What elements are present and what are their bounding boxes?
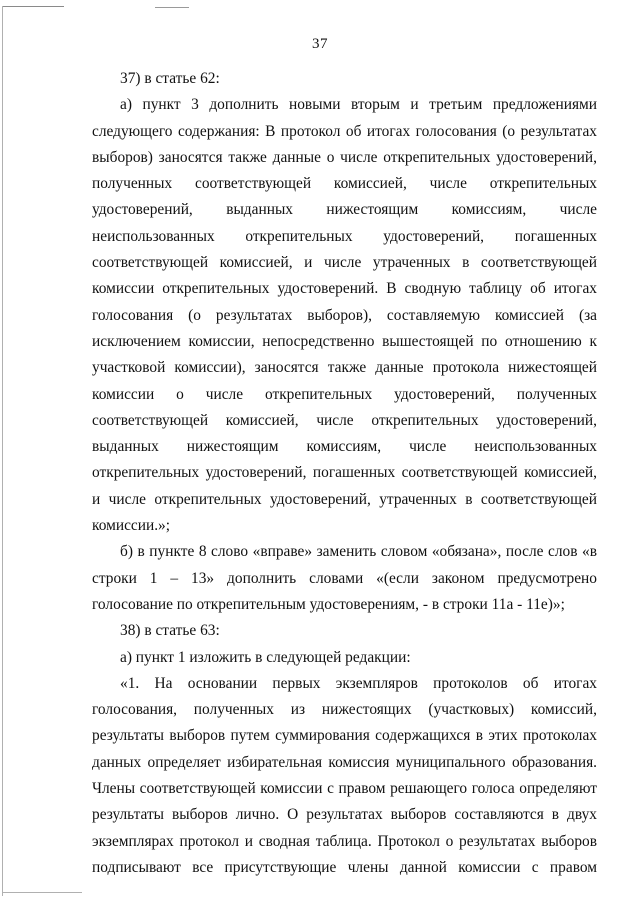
page-number: 37 [312,36,328,52]
paragraph-article-63-item-a: а) пункт 1 изложить в следующей редакции: [120,648,411,666]
scan-edge-mark [155,7,189,8]
paragraph-article-63-heading: 38) в статье 63: [120,622,220,640]
paragraph-article-63-point-1: «1. На основании первых экземпляров протоколов об итогах голосования, полученных из нижестоящих (участковых) комиссий, результаты выборов путем суммирования содержащихся в этих протоколах данных определяет избирательная комиссия муниципального образования. Члены соответствующей комиссии с правом решающего голоса определяют результаты выборов лично. О результатах выборов составляются в двух экземплярах протокол и сводная таблица. Протокол о результатах выборов подписывают все присутствующие члены данной комиссии с правом [92,674,597,876]
scan-edge-mark [2,892,82,893]
document-body [92,66,597,881]
scan-edge-mark [2,6,3,896]
paragraph-article-62-item-a: а) пункт 3 дополнить новыми вторым и третьим предложениями следующего содержания: В протокол об итогах голосования (о результатах выборов) заносятся также данные о числе открепительных удостоверений, полученных соответствующей комиссией, числе открепительных удостоверений, выданных нижестоящим комиссиям, числе неиспользованных открепительных удостоверений, погашенных соответствующей комиссией, и числе утраченных в соответствующей комиссии открепительных удостоверений. В сводную таблицу об итогах голосования (о результатах выборов), составляемую комиссией (за исключением комиссии, непосредственно вышестоящей по отношению к участковой комиссии), заносятся также данные протокола нижестоящей комиссии о числе открепительных удостоверений, полученных соответствующей комиссией, числе открепительных удостоверений, выданных нижестоящим комиссиям, числе неиспользованных открепительных удостоверений, погашенных соответствующей комиссией, и числе открепительных удостоверений, утраченных в соответствующей комиссии.»; [92,96,597,535]
paragraph-article-62-heading: 37) в статье 62: [120,70,220,87]
scan-edge-mark [2,6,64,7]
paragraph-article-62-item-b: б) в пункте 8 слово «вправе» заменить словом «обязана», после слов «в строки 1 – 13» дополнить словами «(если законом предусмотрено голосование по открепительным удостоверениям, - в строки 11а - 11е)»; [92,543,597,613]
